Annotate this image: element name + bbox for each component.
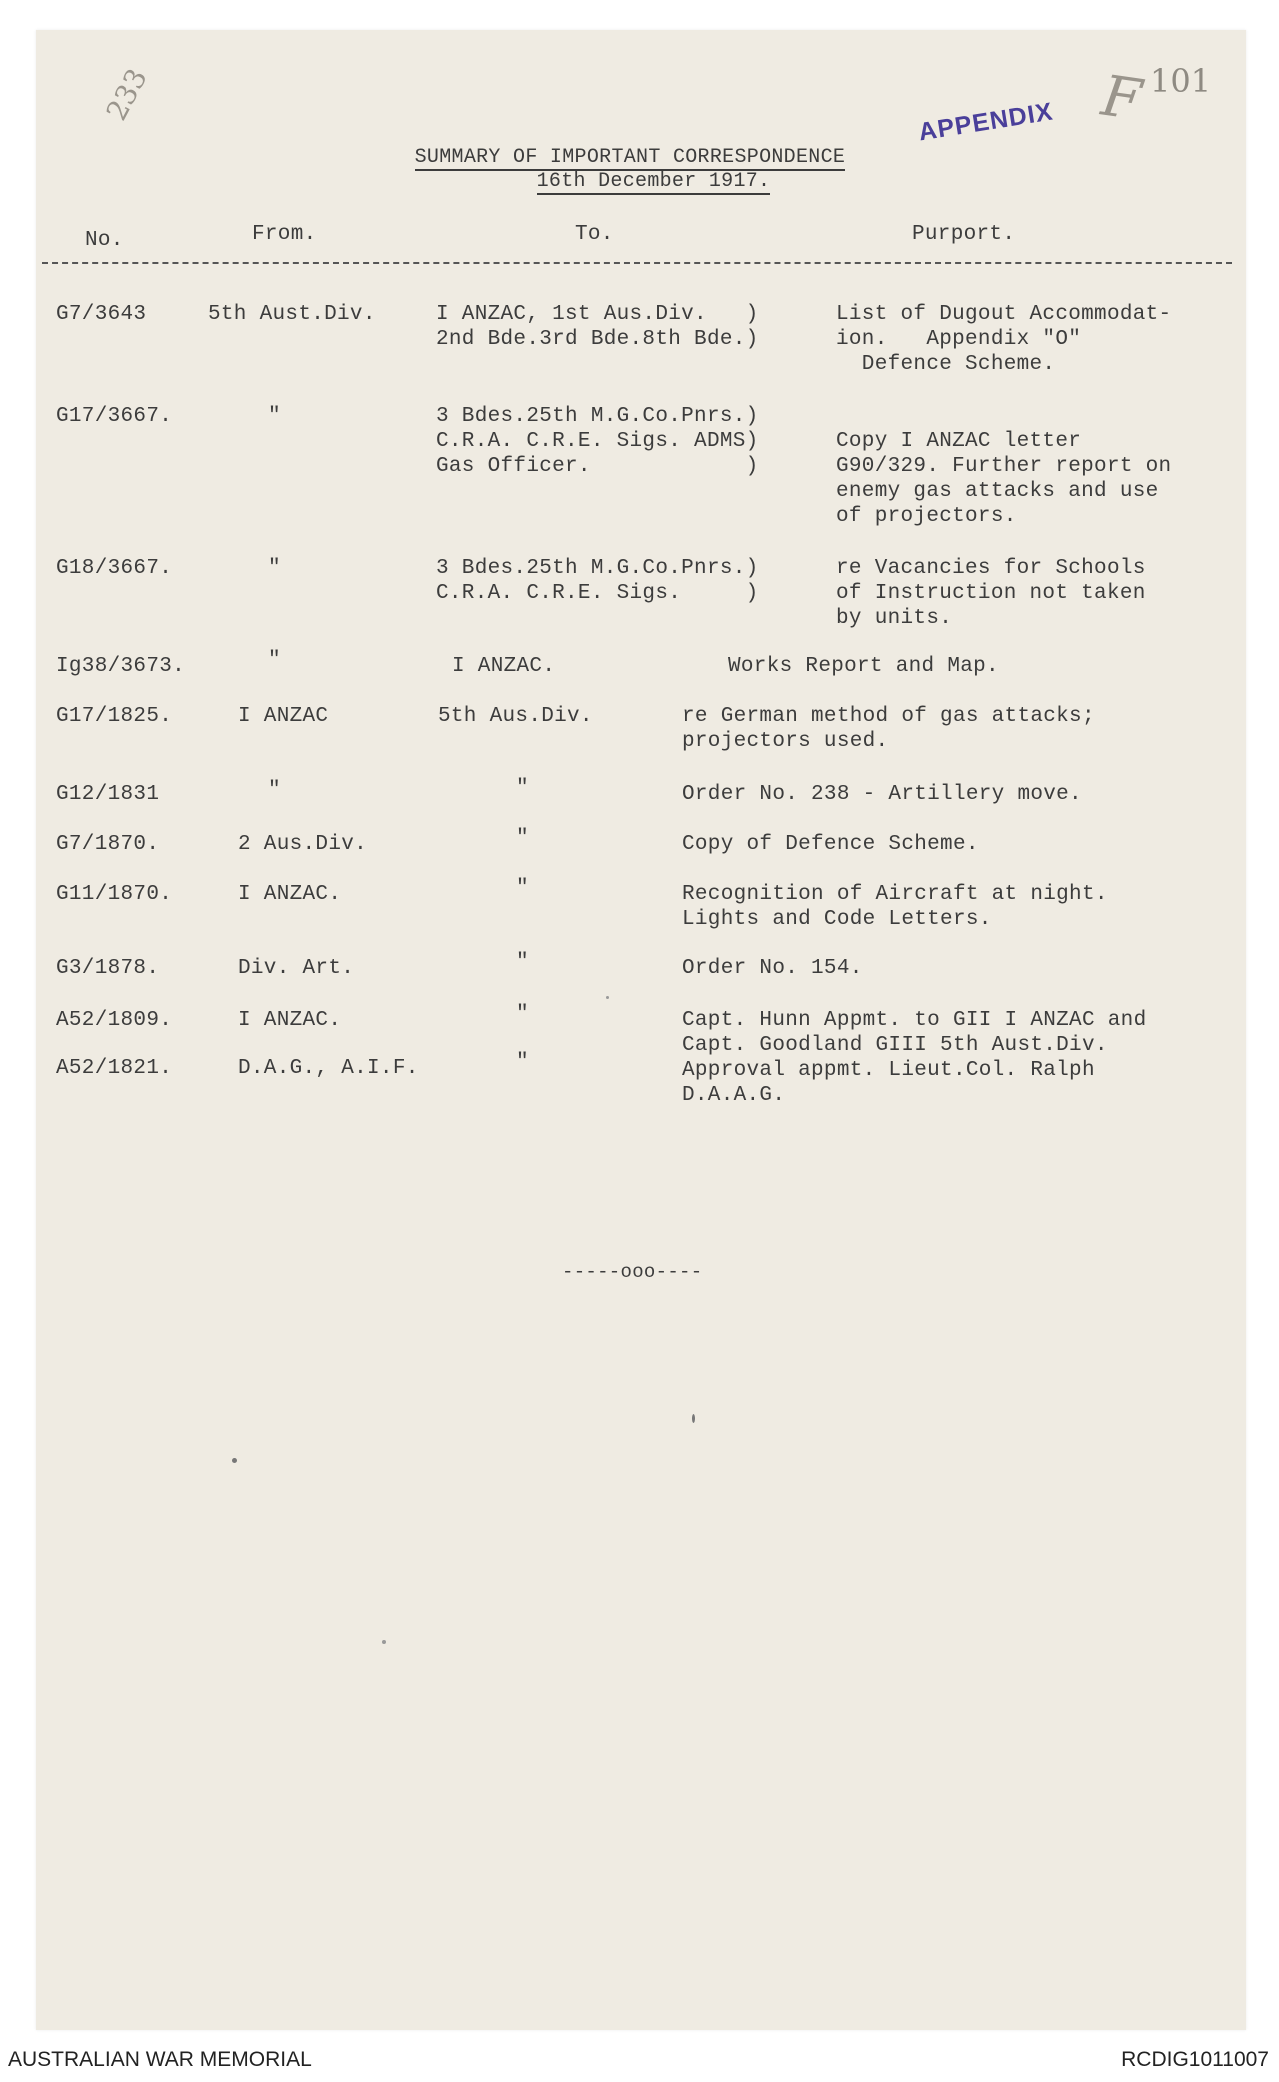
row-2-purport-line: of projectors. [836,505,1017,528]
row-10-purport-line: Capt. Goodland GIII 5th Aust.Div. [682,1034,1108,1057]
row-4-no: Ig38/3673. [56,655,186,678]
row-1-to [436,302,759,352]
row-9-purport: Order No. 154. [682,957,863,980]
row-9-no: G3/1878. [56,957,160,980]
row-3-no: G18/3667. [56,557,173,580]
row-2-to-line: C.R.A. C.R.E. Sigs. ADMS) [436,430,759,453]
row-10-purport-line: Capt. Hunn Appmt. to GII I ANZAC and [682,1009,1147,1032]
row-2-purport-line: Copy I ANZAC letter [836,430,1082,453]
row-7-no: G7/1870. [56,833,160,856]
row-9-to: " [516,951,529,974]
row-6-from: " [268,779,281,802]
row-11-purport-line: Approval appmt. Lieut.Col. Ralph [682,1059,1095,1082]
header-divider [42,262,1232,264]
row-2-to [436,404,759,479]
column-header-from: From. [252,223,317,246]
column-header-no: No. [85,229,124,252]
row-4-from: " [268,649,281,672]
row-1-purport-line: ion. Appendix "O" [836,328,1082,351]
row-1-purport [836,302,1171,377]
row-11-to: " [516,1051,529,1074]
row-7-purport: Copy of Defence Scheme. [682,833,979,856]
row-5-no: G17/1825. [56,705,173,728]
row-6-no: G12/1831 [56,783,160,806]
row-11-purport-line: D.A.A.G. [682,1084,786,1107]
row-2-no: G17/3667. [56,405,173,428]
row-3-purport [836,556,1146,631]
row-1-purport-line: Defence Scheme. [836,353,1056,376]
row-2-purport [836,429,1171,529]
row-11-purport [682,1058,1095,1108]
row-3-from: " [268,557,281,580]
row-6-purport: Order No. 238 - Artillery move. [682,783,1082,806]
row-1-purport-line: List of Dugout Accommodat- [836,303,1172,326]
row-3-purport-line: re Vacancies for Schools [836,557,1146,580]
row-4-purport: Works Report and Map. [728,655,999,678]
column-header-to: To. [575,223,614,246]
column-header-purport: Purport. [912,223,1016,246]
row-10-to: " [516,1003,529,1026]
paper-speck [606,996,609,999]
footer-right: RCDIG1011007 [1121,2048,1269,2071]
row-11-no: A52/1821. [56,1057,173,1080]
row-7-to: " [516,827,529,850]
paper-speck [232,1458,237,1463]
row-8-purport [682,882,1108,932]
row-6-to: " [516,777,529,800]
pencil-folio-number: 233 [99,63,154,126]
row-5-from: I ANZAC [238,705,329,728]
row-5-purport-line: re German method of gas attacks; [682,705,1095,728]
row-3-purport-line: of Instruction not taken [836,582,1146,605]
row-2-from: " [268,405,281,428]
row-1-from: 5th Aust.Div. [208,303,376,326]
row-9-from: Div. Art. [238,957,355,980]
document-date [512,144,770,195]
row-3-to-line: C.R.A. C.R.E. Sigs. ) [436,582,759,605]
paper-speck [382,1640,386,1644]
row-7-from: 2 Aus.Div. [238,833,368,856]
row-2-to-line: Gas Officer. ) [436,455,759,478]
row-10-purport [682,1008,1146,1058]
row-2-purport-line: enemy gas attacks and use [836,480,1159,503]
pencil-page-number: 101 [1150,62,1212,100]
row-10-from: I ANZAC. [238,1009,342,1032]
paper-speck [692,1414,695,1423]
row-1-to-line: I ANZAC, 1st Aus.Div. ) [436,303,759,326]
pencil-appendix-letter: F [1097,63,1146,134]
row-4-to: I ANZAC. [452,655,556,678]
footer-left: AUSTRALIAN WAR MEMORIAL [8,2048,312,2071]
appendix-stamp: APPENDIX [916,97,1056,147]
row-8-to: " [516,877,529,900]
row-3-to [436,556,759,606]
row-2-purport-line: G90/329. Further report on [836,455,1172,478]
end-mark: -----ooo---- [562,1261,703,1283]
row-5-to: 5th Aus.Div. [438,705,593,728]
row-3-to-line: 3 Bdes.25th M.G.Co.Pnrs.) [436,557,759,580]
row-5-purport [682,704,1095,754]
row-3-purport-line: by units. [836,607,953,630]
title-text: SUMMARY OF IMPORTANT CORRESPONDENCE [414,146,846,169]
row-2-to-line: 3 Bdes.25th M.G.Co.Pnrs.) [436,405,759,428]
row-8-purport-line: Lights and Code Letters. [682,908,992,931]
row-8-no: G11/1870. [56,883,173,906]
row-8-from: I ANZAC. [238,883,342,906]
row-5-purport-line: projectors used. [682,730,889,753]
date-text: 16th December 1917. [536,170,771,193]
row-11-from: D.A.G., A.I.F. [238,1057,419,1080]
row-8-purport-line: Recognition of Aircraft at night. [682,883,1108,906]
row-1-no: G7/3643 [56,303,147,326]
row-1-to-line: 2nd Bde.3rd Bde.8th Bde.) [436,328,759,351]
row-10-no: A52/1809. [56,1009,173,1032]
